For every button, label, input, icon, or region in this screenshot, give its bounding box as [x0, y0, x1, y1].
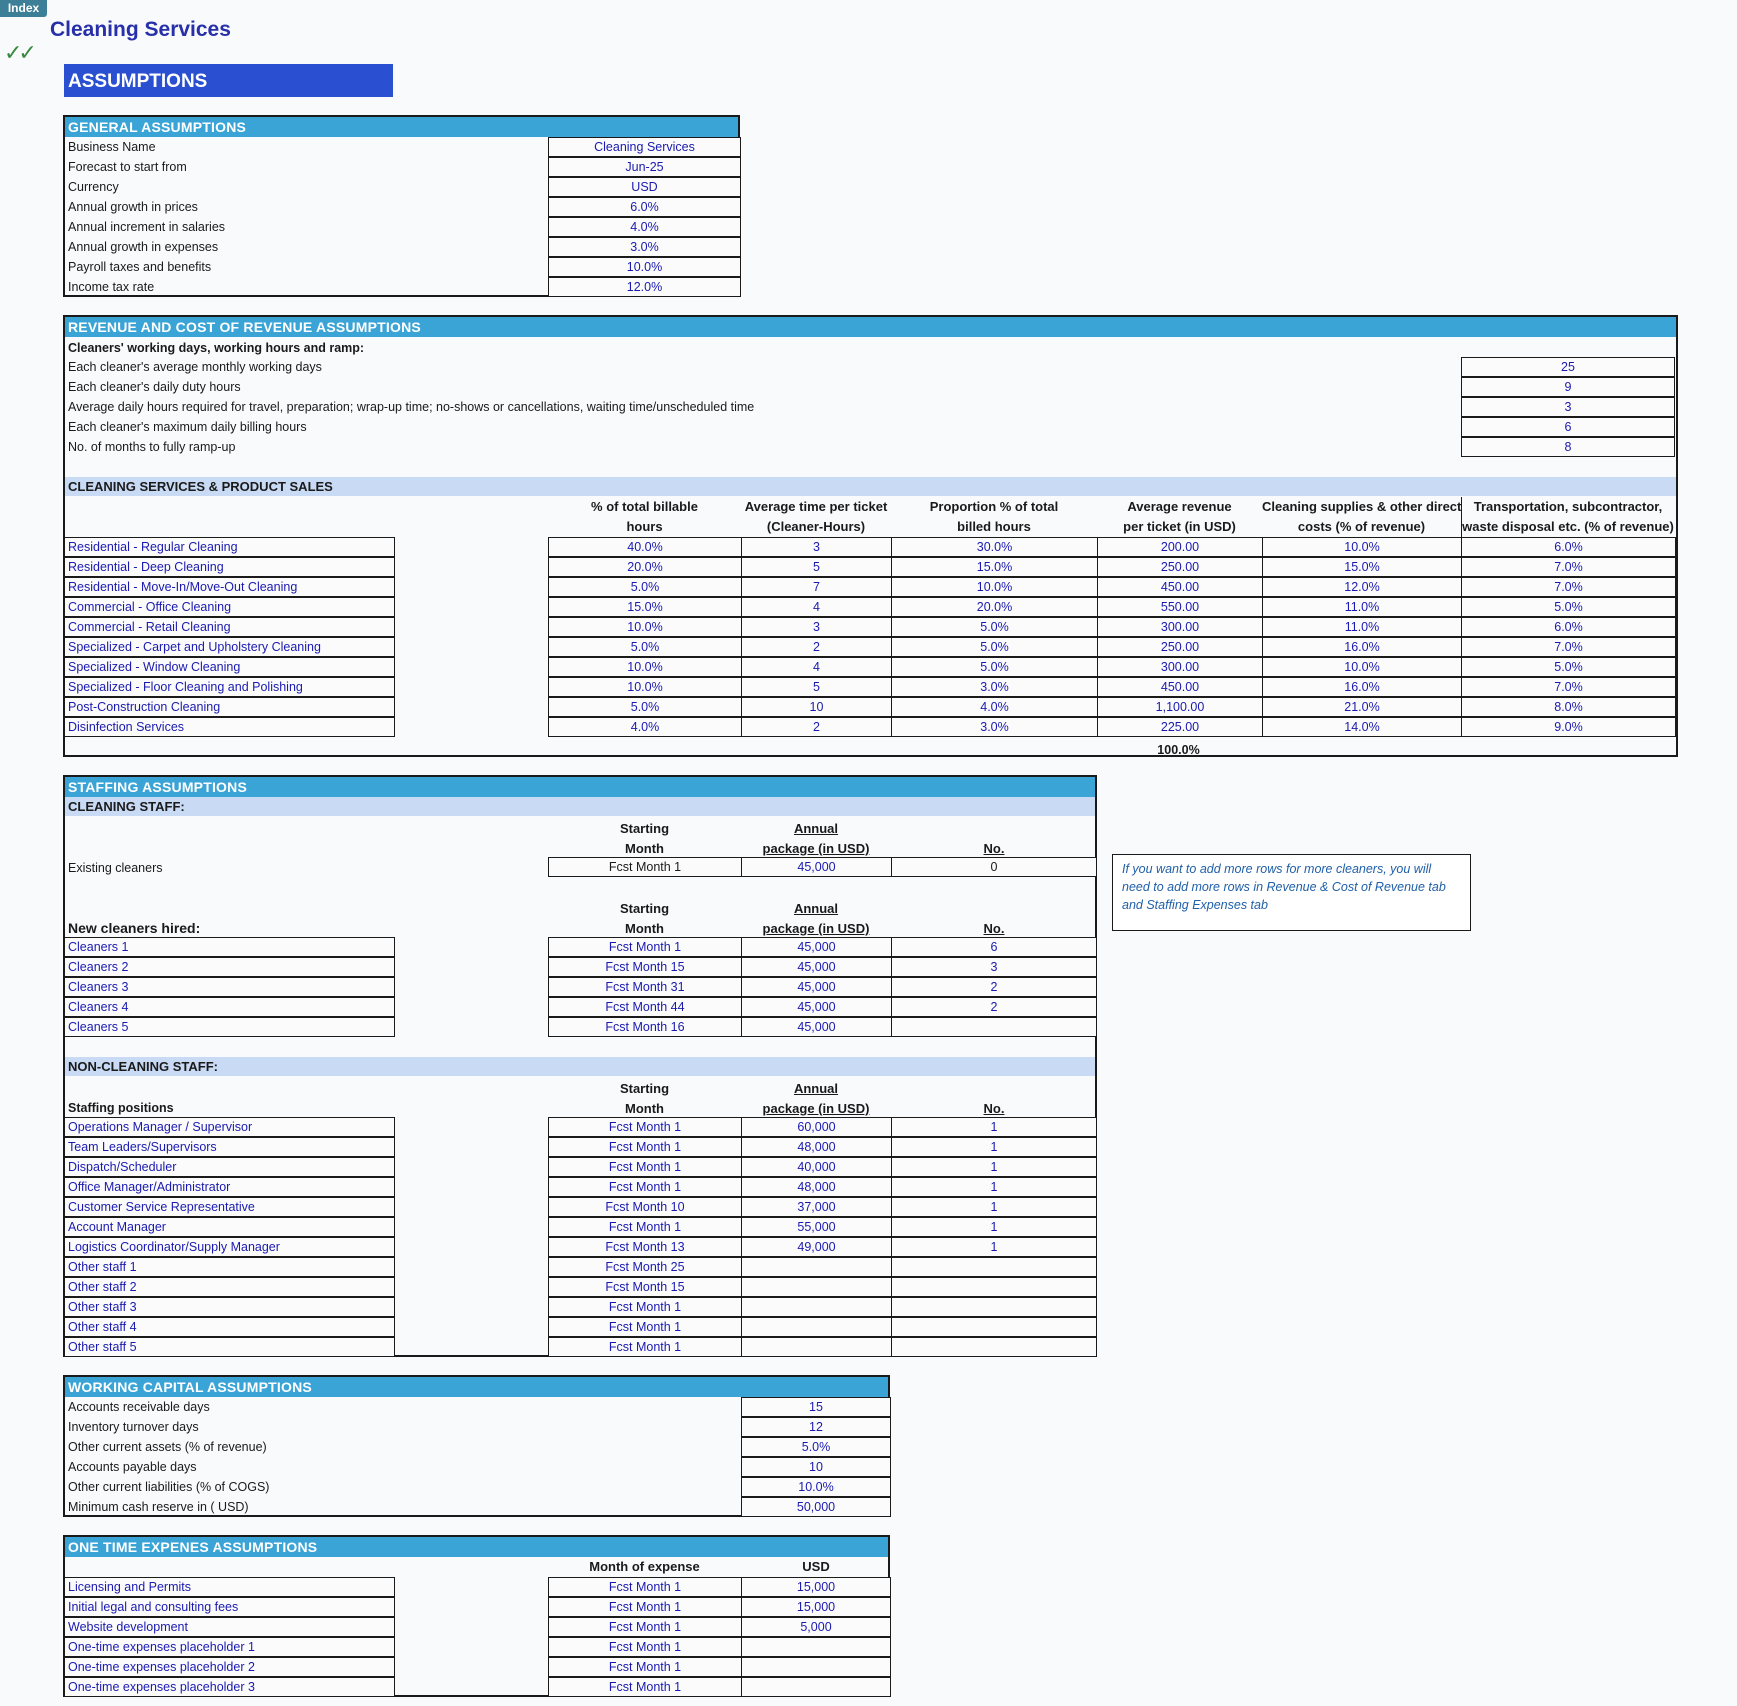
service-value-cell[interactable]: 16.0%: [1262, 637, 1462, 657]
service-value-cell[interactable]: 5.0%: [891, 657, 1098, 677]
one-time-expense-usd[interactable]: 5,000: [741, 1617, 891, 1637]
service-value-cell[interactable]: 4: [741, 597, 892, 617]
ramp-row-label: Each cleaner's average monthly working days: [68, 360, 322, 374]
add-rows-note: If you want to add more rows for more cleaners, you will need to add more rows in Revenue & Cost of Revenue tab and Staffing Expenses tab: [1112, 854, 1471, 931]
ramp-row-label: Each cleaner's daily duty hours: [68, 380, 241, 394]
one-time-expense-usd[interactable]: 15,000: [741, 1577, 891, 1597]
service-value-cell[interactable]: 40.0%: [548, 537, 742, 557]
assumptions-banner: ASSUMPTIONS: [64, 64, 393, 97]
col-number-3: No.: [983, 1101, 1005, 1116]
one-time-expense-month[interactable]: Fcst Month 1: [548, 1677, 742, 1697]
service-name[interactable]: Specialized - Window Cleaning: [65, 657, 395, 677]
col-usd: USD: [802, 1559, 830, 1574]
one-time-expense-name[interactable]: Initial legal and consulting fees: [65, 1597, 395, 1617]
working-capital-label: Minimum cash reserve in ( USD): [68, 1500, 249, 1514]
general-row-label: Income tax rate: [68, 280, 155, 294]
staff-count[interactable]: 2: [891, 997, 1097, 1017]
one-time-expense-usd[interactable]: 15,000: [741, 1597, 891, 1617]
staffing-positions-label: Staffing positions: [68, 1101, 174, 1115]
staff-annual-package[interactable]: [741, 1337, 892, 1357]
staff-count[interactable]: 6: [891, 937, 1097, 957]
col-month-of-expense: Month of expense: [589, 1559, 700, 1574]
col-starting-month-2: Starting Month: [619, 901, 670, 936]
staff-count[interactable]: [891, 1277, 1097, 1297]
general-row-value[interactable]: Jun-25: [548, 157, 741, 177]
service-value-cell[interactable]: 300.00: [1097, 617, 1263, 637]
service-value-cell[interactable]: 1,100.00: [1097, 697, 1263, 717]
staff-annual-package[interactable]: 45,000: [741, 1017, 892, 1037]
col-starting-month: Starting Month: [619, 821, 670, 856]
working-capital-header: WORKING CAPITAL ASSUMPTIONS: [65, 1377, 888, 1397]
staff-annual-package[interactable]: 45,000: [741, 957, 892, 977]
service-value-cell[interactable]: 5.0%: [1461, 657, 1676, 677]
staff-position-name[interactable]: Operations Manager / Supervisor: [65, 1117, 395, 1137]
staff-start-month[interactable]: Fcst Month 44: [548, 997, 742, 1017]
general-row-value[interactable]: 10.0%: [548, 257, 741, 277]
ramp-row-value[interactable]: 8: [1461, 437, 1675, 457]
service-value-cell[interactable]: 20.0%: [548, 557, 742, 577]
staff-count[interactable]: [891, 1017, 1097, 1037]
staff-position-name[interactable]: Customer Service Representative: [65, 1197, 395, 1217]
ramp-row-label: Average daily hours required for travel, preparation; wrap-up time; no-shows or cancellations, waiting time/unscheduled time: [68, 400, 755, 414]
service-value-cell[interactable]: 225.00: [1097, 717, 1263, 737]
staff-count[interactable]: [891, 1317, 1097, 1337]
service-value-cell[interactable]: 200.00: [1097, 537, 1263, 557]
service-value-cell[interactable]: 250.00: [1097, 557, 1263, 577]
staff-start-month[interactable]: Fcst Month 1: [548, 937, 742, 957]
ramp-row-value[interactable]: 25: [1461, 357, 1675, 377]
staff-start-month[interactable]: Fcst Month 25: [548, 1257, 742, 1277]
col-number-2: No.: [983, 921, 1005, 936]
checkmark-icon: ✓✓: [4, 40, 33, 65]
staff-start-month[interactable]: Fcst Month 1: [548, 1297, 742, 1317]
staff-annual-package[interactable]: [741, 1277, 892, 1297]
service-value-cell[interactable]: 4.0%: [548, 717, 742, 737]
staff-position-name[interactable]: Dispatch/Scheduler: [65, 1157, 395, 1177]
staff-start-month[interactable]: Fcst Month 10: [548, 1197, 742, 1217]
staff-position-name[interactable]: Office Manager/Administrator: [65, 1177, 395, 1197]
service-value-cell[interactable]: 5.0%: [1461, 597, 1676, 617]
service-value-cell[interactable]: 7.0%: [1461, 677, 1676, 697]
service-value-cell[interactable]: 7.0%: [1461, 637, 1676, 657]
new-cleaner-name[interactable]: Cleaners 3: [65, 977, 395, 997]
col-annual-package-2: Annual package (in USD): [762, 901, 870, 936]
general-row-label: Forecast to start from: [68, 160, 187, 174]
general-row-label: Business Name: [68, 140, 156, 154]
service-name[interactable]: Post-Construction Cleaning: [65, 697, 395, 717]
working-capital-section: [63, 1375, 890, 1517]
service-value-cell[interactable]: 5.0%: [548, 577, 742, 597]
service-value-cell[interactable]: 10.0%: [1262, 657, 1462, 677]
ramp-row-value[interactable]: 6: [1461, 417, 1675, 437]
service-name[interactable]: Specialized - Floor Cleaning and Polishing: [65, 677, 395, 697]
staff-count[interactable]: 3: [891, 957, 1097, 977]
general-row-value[interactable]: Cleaning Services: [548, 137, 741, 157]
one-time-header: ONE TIME EXPENES ASSUMPTIONS: [65, 1537, 888, 1557]
new-cleaners-label: New cleaners hired:: [68, 920, 201, 936]
service-value-cell[interactable]: 10.0%: [548, 617, 742, 637]
service-value-cell[interactable]: 2: [741, 637, 892, 657]
service-column-header: Cleaning supplies & other direct costs (% of revenue): [1262, 499, 1461, 534]
service-value-cell[interactable]: 7: [741, 577, 892, 597]
service-value-cell[interactable]: 3.0%: [891, 677, 1098, 697]
service-column-header: Average time per ticket (Cleaner-Hours): [744, 499, 888, 534]
staffing-section: [63, 775, 1097, 1357]
existing-package-cell[interactable]: 45,000: [741, 857, 892, 877]
staff-start-month[interactable]: Fcst Month 1: [548, 1317, 742, 1337]
service-value-cell[interactable]: 20.0%: [891, 597, 1098, 617]
one-time-expense-name[interactable]: One-time expenses placeholder 2: [65, 1657, 395, 1677]
general-row-label: Annual increment in salaries: [68, 220, 226, 234]
one-time-expense-usd[interactable]: [741, 1657, 891, 1677]
one-time-expense-name[interactable]: Website development: [65, 1617, 395, 1637]
service-value-cell[interactable]: 5.0%: [891, 617, 1098, 637]
service-name[interactable]: Disinfection Services: [65, 717, 395, 737]
service-value-cell[interactable]: 550.00: [1097, 597, 1263, 617]
service-value-cell[interactable]: 2: [741, 717, 892, 737]
general-row-label: Annual growth in prices: [68, 200, 198, 214]
staff-start-month[interactable]: Fcst Month 1: [548, 1137, 742, 1157]
staff-position-name[interactable]: Other staff 2: [65, 1277, 395, 1297]
staff-start-month[interactable]: Fcst Month 1: [548, 1217, 742, 1237]
staff-start-month[interactable]: Fcst Month 31: [548, 977, 742, 997]
one-time-expense-month[interactable]: Fcst Month 1: [548, 1657, 742, 1677]
service-value-cell[interactable]: 10.0%: [548, 657, 742, 677]
service-value-cell[interactable]: 5.0%: [548, 637, 742, 657]
services-total: 100.0%: [1157, 743, 1200, 757]
staff-start-month[interactable]: Fcst Month 1: [548, 1157, 742, 1177]
working-capital-value[interactable]: 50,000: [741, 1497, 891, 1517]
ramp-row-label: Each cleaner's maximum daily billing hours: [68, 420, 307, 434]
service-value-cell[interactable]: 15.0%: [891, 557, 1098, 577]
index-button[interactable]: Index: [0, 0, 47, 17]
revenue-section: [63, 315, 1678, 757]
service-value-cell[interactable]: 7.0%: [1461, 577, 1676, 597]
working-capital-value[interactable]: 10.0%: [741, 1477, 891, 1497]
one-time-expense-usd[interactable]: [741, 1637, 891, 1657]
staff-count[interactable]: [891, 1257, 1097, 1277]
staff-annual-package[interactable]: 55,000: [741, 1217, 892, 1237]
service-column-header: Transportation, subcontractor, waste disposal etc. (% of revenue): [1462, 499, 1674, 534]
service-value-cell[interactable]: 10.0%: [891, 577, 1098, 597]
staff-start-month[interactable]: Fcst Month 15: [548, 1277, 742, 1297]
staff-count[interactable]: 1: [891, 1137, 1097, 1157]
staff-annual-package[interactable]: 45,000: [741, 997, 892, 1017]
general-assumptions-section: [63, 115, 740, 297]
staff-count[interactable]: 1: [891, 1197, 1097, 1217]
col-starting-month-3: Starting Month: [619, 1081, 670, 1116]
staff-annual-package[interactable]: 48,000: [741, 1177, 892, 1197]
staff-count[interactable]: 1: [891, 1157, 1097, 1177]
ramp-row-value[interactable]: 9: [1461, 377, 1675, 397]
cleaning-staff-subheader: CLEANING STAFF:: [65, 797, 1095, 816]
service-value-cell[interactable]: 9.0%: [1461, 717, 1676, 737]
one-time-section: [63, 1535, 890, 1697]
new-cleaner-name[interactable]: Cleaners 5: [65, 1017, 395, 1037]
staff-start-month[interactable]: Fcst Month 1: [548, 1117, 742, 1137]
service-value-cell[interactable]: 3: [741, 617, 892, 637]
staff-start-month[interactable]: Fcst Month 15: [548, 957, 742, 977]
one-time-expense-month[interactable]: Fcst Month 1: [548, 1617, 742, 1637]
service-value-cell[interactable]: 11.0%: [1262, 617, 1462, 637]
working-capital-label: Accounts payable days: [68, 1460, 197, 1474]
one-time-expense-name[interactable]: Licensing and Permits: [65, 1577, 395, 1597]
staff-start-month[interactable]: Fcst Month 1: [548, 1177, 742, 1197]
services-subheader: CLEANING SERVICES & PRODUCT SALES: [65, 477, 1676, 496]
staff-count[interactable]: 2: [891, 977, 1097, 997]
service-name[interactable]: Commercial - Office Cleaning: [65, 597, 395, 617]
working-capital-label: Inventory turnover days: [68, 1420, 199, 1434]
working-capital-value[interactable]: 15: [741, 1397, 891, 1417]
general-row-value[interactable]: 12.0%: [548, 277, 741, 297]
existing-number-cell[interactable]: 0: [891, 857, 1097, 877]
service-value-cell[interactable]: 6.0%: [1461, 537, 1676, 557]
page-title: Cleaning Services: [50, 18, 231, 41]
service-value-cell[interactable]: 4.0%: [891, 697, 1098, 717]
general-row-value[interactable]: USD: [548, 177, 741, 197]
staff-annual-package[interactable]: 37,000: [741, 1197, 892, 1217]
staffing-header: STAFFING ASSUMPTIONS: [65, 777, 1095, 797]
service-value-cell[interactable]: 3.0%: [891, 717, 1098, 737]
staff-annual-package[interactable]: 48,000: [741, 1137, 892, 1157]
service-column-header: % of total billable hours: [591, 499, 698, 534]
staff-annual-package[interactable]: 60,000: [741, 1117, 892, 1137]
working-capital-value[interactable]: 12: [741, 1417, 891, 1437]
one-time-expense-month[interactable]: Fcst Month 1: [548, 1577, 742, 1597]
ramp-row-value[interactable]: 3: [1461, 397, 1675, 417]
general-row-label: Currency: [68, 180, 119, 194]
working-capital-label: Accounts receivable days: [68, 1400, 210, 1414]
service-value-cell[interactable]: 5: [741, 557, 892, 577]
staff-position-name[interactable]: Other staff 1: [65, 1257, 395, 1277]
general-row-value[interactable]: 6.0%: [548, 197, 741, 217]
service-value-cell[interactable]: 12.0%: [1262, 577, 1462, 597]
one-time-expense-month[interactable]: Fcst Month 1: [548, 1637, 742, 1657]
service-value-cell[interactable]: 450.00: [1097, 577, 1263, 597]
staff-position-name[interactable]: Logistics Coordinator/Supply Manager: [65, 1237, 395, 1257]
service-name[interactable]: Residential - Regular Cleaning: [65, 537, 395, 557]
general-row-label: Payroll taxes and benefits: [68, 260, 212, 274]
staff-count[interactable]: [891, 1337, 1097, 1357]
col-number: No.: [983, 841, 1005, 856]
service-name[interactable]: Commercial - Retail Cleaning: [65, 617, 395, 637]
one-time-expense-name[interactable]: One-time expenses placeholder 3: [65, 1677, 395, 1697]
staff-annual-package[interactable]: 45,000: [741, 937, 892, 957]
col-annual-package-3: Annual package (in USD): [762, 1081, 870, 1116]
service-column-header: Proportion % of total billed hours: [929, 499, 1059, 534]
existing-cleaners-label: Existing cleaners: [68, 861, 163, 875]
service-value-cell[interactable]: 8.0%: [1461, 697, 1676, 717]
staff-position-name[interactable]: Other staff 4: [65, 1317, 395, 1337]
service-value-cell[interactable]: 250.00: [1097, 637, 1263, 657]
working-capital-label: Other current assets (% of revenue): [68, 1440, 267, 1454]
staff-count[interactable]: 1: [891, 1117, 1097, 1137]
staff-position-name[interactable]: Other staff 5: [65, 1337, 395, 1357]
new-cleaner-name[interactable]: Cleaners 1: [65, 937, 395, 957]
service-value-cell[interactable]: 15.0%: [1262, 557, 1462, 577]
working-capital-value[interactable]: 5.0%: [741, 1437, 891, 1457]
working-capital-value[interactable]: 10: [741, 1457, 891, 1477]
service-value-cell[interactable]: 10.0%: [1262, 537, 1462, 557]
one-time-expense-month[interactable]: Fcst Month 1: [548, 1597, 742, 1617]
service-value-cell[interactable]: 21.0%: [1262, 697, 1462, 717]
revenue-header: REVENUE AND COST OF REVENUE ASSUMPTIONS: [65, 317, 1676, 337]
service-value-cell[interactable]: 10: [741, 697, 892, 717]
staff-position-name[interactable]: Account Manager: [65, 1217, 395, 1237]
service-name[interactable]: Residential - Deep Cleaning: [65, 557, 395, 577]
col-annual-package: Annual package (in USD): [762, 821, 870, 856]
service-value-cell[interactable]: 450.00: [1097, 677, 1263, 697]
general-header: GENERAL ASSUMPTIONS: [65, 117, 738, 137]
non-cleaning-subheader: NON-CLEANING STAFF:: [65, 1057, 1095, 1076]
staff-annual-package[interactable]: [741, 1257, 892, 1277]
service-value-cell[interactable]: 14.0%: [1262, 717, 1462, 737]
staff-count[interactable]: 1: [891, 1217, 1097, 1237]
service-value-cell[interactable]: 3: [741, 537, 892, 557]
general-row-value[interactable]: 4.0%: [548, 217, 741, 237]
column-divider: [1461, 497, 1462, 537]
service-value-cell[interactable]: 10.0%: [548, 677, 742, 697]
new-cleaner-name[interactable]: Cleaners 2: [65, 957, 395, 977]
existing-start-cell[interactable]: Fcst Month 1: [548, 857, 742, 877]
staff-annual-package[interactable]: 45,000: [741, 977, 892, 997]
staff-start-month[interactable]: Fcst Month 1: [548, 1337, 742, 1357]
staff-position-name[interactable]: Other staff 3: [65, 1297, 395, 1317]
ramp-row-label: No. of months to fully ramp-up: [68, 440, 236, 454]
staff-start-month[interactable]: Fcst Month 16: [548, 1017, 742, 1037]
staff-annual-package[interactable]: 40,000: [741, 1157, 892, 1177]
staff-count[interactable]: [891, 1297, 1097, 1317]
service-value-cell[interactable]: 5.0%: [548, 697, 742, 717]
service-value-cell[interactable]: 4: [741, 657, 892, 677]
service-value-cell[interactable]: 6.0%: [1461, 617, 1676, 637]
staff-count[interactable]: 1: [891, 1177, 1097, 1197]
service-value-cell[interactable]: 16.0%: [1262, 677, 1462, 697]
service-value-cell[interactable]: 300.00: [1097, 657, 1263, 677]
staff-position-name[interactable]: Team Leaders/Supervisors: [65, 1137, 395, 1157]
staff-annual-package[interactable]: [741, 1317, 892, 1337]
service-value-cell[interactable]: 5: [741, 677, 892, 697]
service-name[interactable]: Residential - Move-In/Move-Out Cleaning: [65, 577, 395, 597]
one-time-expense-name[interactable]: One-time expenses placeholder 1: [65, 1637, 395, 1657]
one-time-expense-usd[interactable]: [741, 1677, 891, 1697]
staff-start-month[interactable]: Fcst Month 13: [548, 1237, 742, 1257]
general-row-value[interactable]: 3.0%: [548, 237, 741, 257]
service-name[interactable]: Specialized - Carpet and Upholstery Cleaning: [65, 637, 395, 657]
general-row-label: Annual growth in expenses: [68, 240, 219, 254]
working-capital-label: Other current liabilities (% of COGS): [68, 1480, 270, 1494]
service-value-cell[interactable]: 30.0%: [891, 537, 1098, 557]
staff-annual-package[interactable]: [741, 1297, 892, 1317]
staff-count[interactable]: 1: [891, 1237, 1097, 1257]
service-value-cell[interactable]: 7.0%: [1461, 557, 1676, 577]
service-value-cell[interactable]: 15.0%: [548, 597, 742, 617]
ramp-subtitle: Cleaners' working days, working hours and ramp:: [68, 341, 365, 355]
new-cleaner-name[interactable]: Cleaners 4: [65, 997, 395, 1017]
service-value-cell[interactable]: 11.0%: [1262, 597, 1462, 617]
service-value-cell[interactable]: 5.0%: [891, 637, 1098, 657]
service-column-header: Average revenue per ticket (in USD): [1123, 499, 1236, 534]
staff-annual-package[interactable]: 49,000: [741, 1237, 892, 1257]
